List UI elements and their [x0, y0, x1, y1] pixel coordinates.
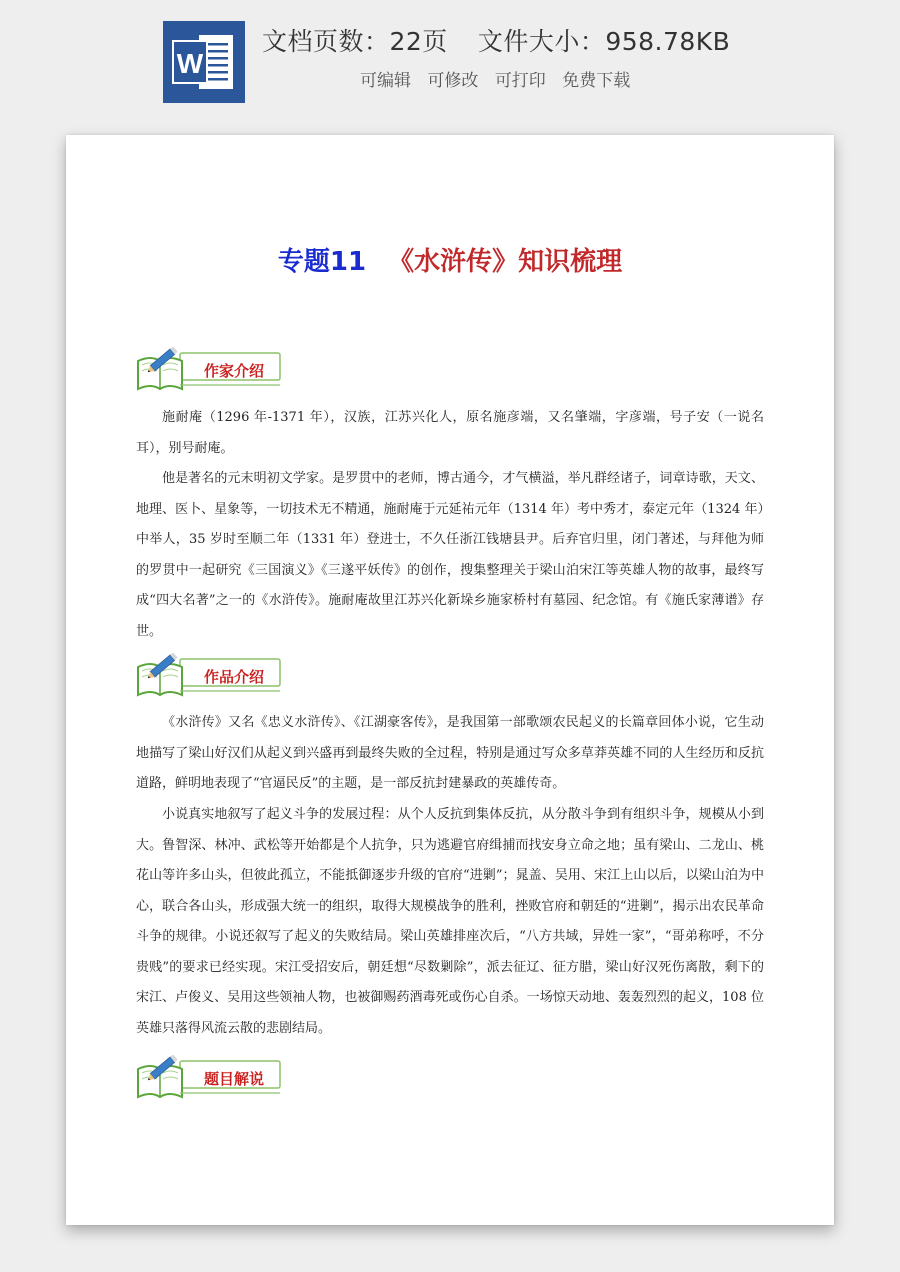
- paragraph: 施耐庵（1296 年-1371 年），汉族，江苏兴化人，原名施彦端，又名肇端，字彦端，号子安（一说名耳），别号耐庵。: [136, 410, 764, 456]
- page-count: 文档页数：22页: [262, 27, 448, 56]
- svg-text:W: W: [176, 48, 204, 79]
- section-label: 作家介绍: [204, 362, 265, 380]
- page-title: [66, 241, 834, 278]
- file-info: [262, 22, 730, 58]
- section-heading-work: [136, 653, 296, 699]
- feature-printable: 可打印: [494, 71, 546, 91]
- file-size: 文件大小：958.78KB: [477, 27, 731, 56]
- section-heading-author: [136, 347, 296, 393]
- document-page: [66, 135, 834, 1225]
- paragraph: 他是著名的元末明初文学家。是罗贯中的老师，博古通今，才气横溢，举凡群经诸子，词章诗歌，天文、地理、医卜、星象等，一切技术无不精通，施耐庵于元延祐元年（1314 年）考中秀才，泰定元年（1324 年）中举人，35 岁时至顺二年（1331 年）登进士，不久任浙江钱塘县尹。后弃官归里，闭门著述，与拜他为师的罗贯中一起研究《三国演义》《三遂平妖传》的创作，搜集整理关于梁山泊宋江等英雄人物的故事，最终写成“四大名著”之一的《水浒传》。施耐庵故里江苏兴化新垛乡施家桥村有墓园、纪念馆。有《施氏家薄谱》存世。: [136, 471, 764, 639]
- feature-free-download: 免费下载: [562, 71, 631, 91]
- feature-list: [360, 66, 641, 91]
- paragraph: 《水浒传》又名《忠义水浒传》、《江湖豪客传》，是我国第一部歌颂农民起义的长篇章回体小说，它生动地描写了梁山好汉们从起义到兴盛再到最终失败的全过程，特别是通过写众多草莽英雄不同的人生经历和反抗道路，鲜明地表现了“官逼民反”的主题，是一部反抗封建暴政的英雄传奇。: [136, 715, 764, 791]
- paragraph: 小说真实地叙写了起义斗争的发展过程：从个人反抗到集体反抗，从分散斗争到有组织斗争，规模从小到大。鲁智深、林冲、武松等开始都是个人抗争，只为逃避官府缉捕而找安身立命之地；虽有梁山、二龙山、桃花山等许多山头，但彼此孤立，不能抵御逐步升级的官府“进剿”；晁盖、吴用、宋江上山以后，以梁山泊为中心，联合各山头，形成强大统一的组织，取得大规模战争的胜利，挫败官府和朝廷的“进剿”，揭示出农民革命斗争的规律。小说还叙写了起义的失败结局。梁山英雄排座次后，“八方共域，异姓一家”，“哥弟称呼，不分贵贱”的要求已经实现。宋江受招安后，朝廷想“尽数剿除”，派去征辽、征方腊，梁山好汉死伤离散，剩下的宋江、卢俊义、吴用这些领袖人物，也被御赐药酒毒死或伤心自杀。一场惊天动地、轰轰烈烈的起义，108 位英雄只落得风流云散的悲剧结局。: [136, 807, 764, 1036]
- word-document-icon: [163, 21, 245, 103]
- section-label: 题目解说: [204, 1070, 265, 1088]
- section-heading-question: [136, 1055, 296, 1101]
- feature-modifiable: 可修改: [427, 71, 479, 91]
- title-main: 《水浒传》知识梳理: [388, 247, 623, 277]
- feature-editable: 可编辑: [360, 71, 411, 91]
- title-prefix: 专题11: [277, 247, 367, 277]
- download-banner: [0, 0, 900, 118]
- section-label: 作品介绍: [204, 668, 265, 686]
